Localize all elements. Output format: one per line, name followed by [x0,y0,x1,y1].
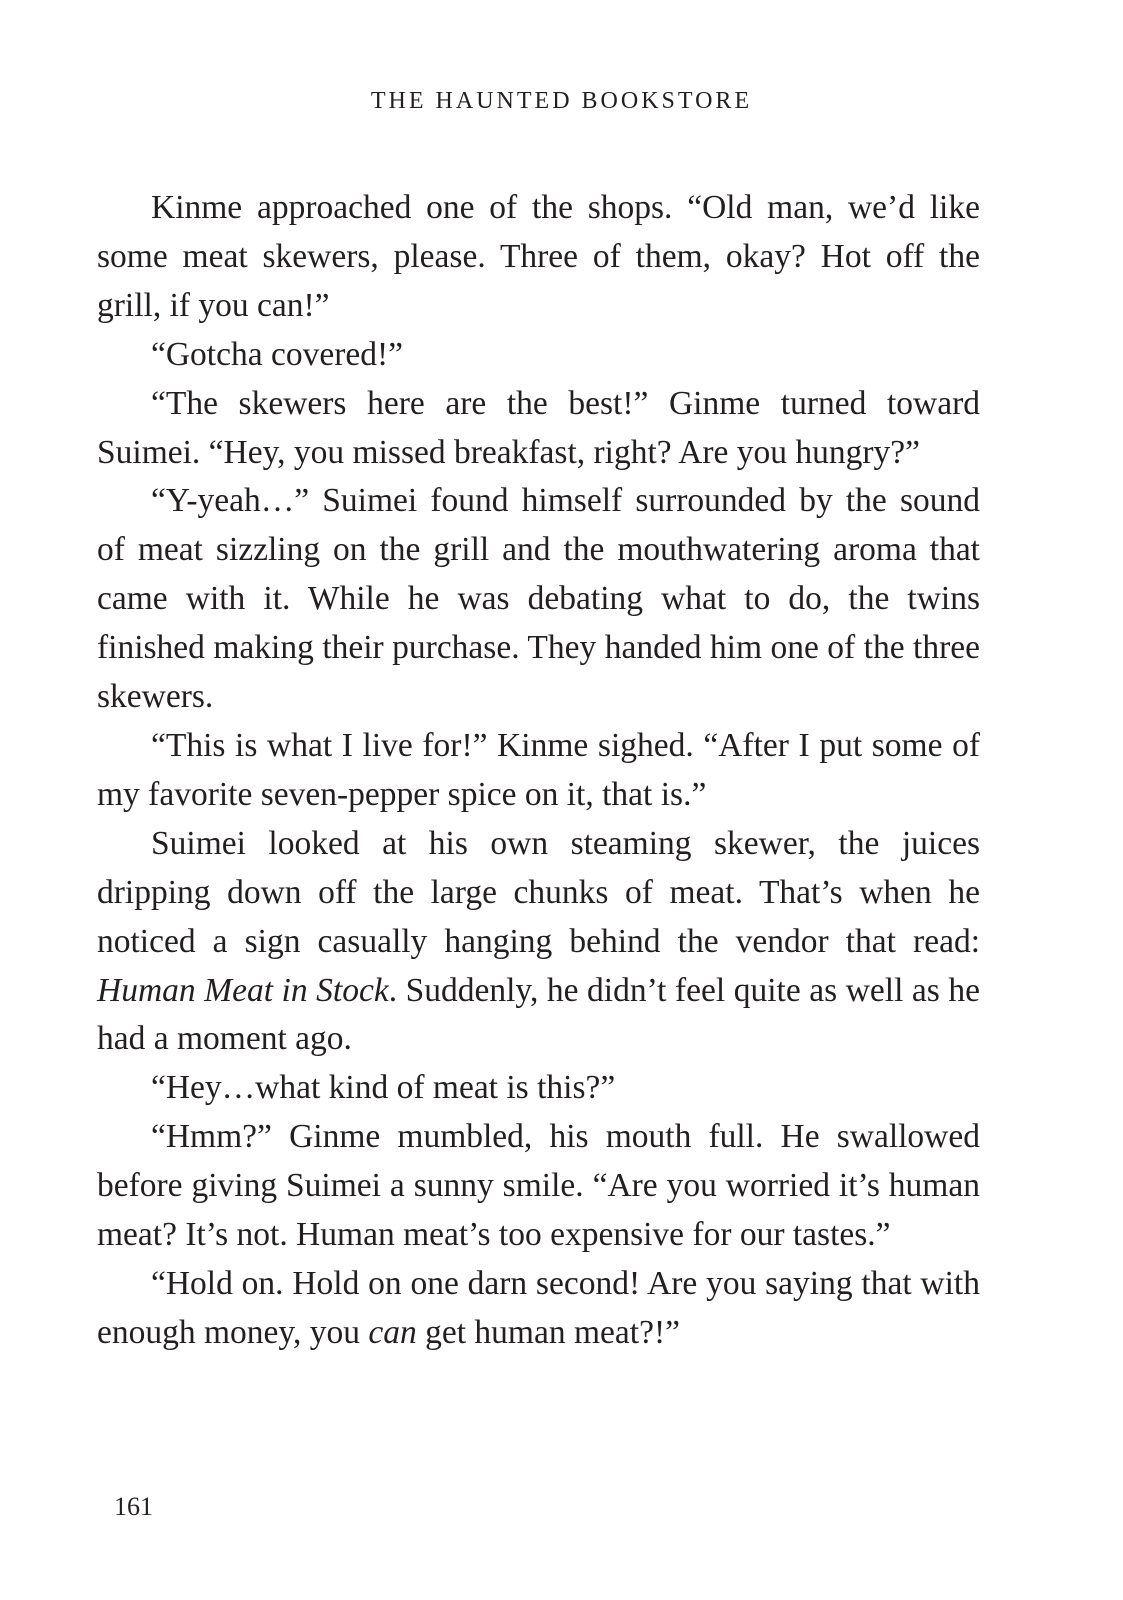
paragraph-text: “Gotcha covered!” [151,335,404,373]
paragraph-text: “This is what I live for!” Kinme sighed. “After I put some of my favorite seven-pepper spice on it, that is.” [97,726,980,813]
paragraph-text: “Hold on. Hold on one darn second! Are you saying that with enough money, you [97,1264,980,1351]
page-number: 161 [114,1492,153,1521]
paragraph-text: “Hmm?” Ginme mumbled, his mouth full. He swallowed before giving Suimei a sunny smile. “Are you worried it’s human meat? It’s not. Human meat’s too expensive for our tastes.” [97,1118,980,1254]
paragraph [97,722,980,820]
emphasis-italic: can [368,1313,417,1351]
running-head: THE HAUNTED BOOKSTORE [370,88,753,114]
paragraph [97,820,980,1065]
body-text [97,184,980,1358]
paragraph-text: get human meat?!” [416,1313,680,1351]
paragraph [97,1113,980,1260]
paragraph-text: “The skewers here are the best!” Ginme turned toward Suimei. “Hey, you missed breakfast, right? Are you hungry?” [97,384,980,471]
paragraph-text: . Suddenly, he didn’t feel quite as well as he had a moment ago. [97,971,980,1058]
paragraph-text: Suimei looked at his own steaming skewer, the juices dripping down off the large chunks of meat. That’s when he noticed a sign casually hanging behind the vendor that read: [97,824,980,960]
paragraph [97,477,980,722]
paragraph [97,184,980,331]
paragraph-text: Kinme approached one of the shops. “Old man, we’d like some meat skewers, please. Three of them, okay? Hot off the grill, if you can!” [97,189,980,324]
paragraph-text: “Y-yeah…” Suimei found himself surrounded by the sound of meat sizzling on the grill and the mouthwatering aroma that came with it. While he was debating what to do, the twins finished making their purchase. They handed him one of the three skewers. [97,482,980,716]
paragraph [97,380,980,478]
sign-text-italic: Human Meat in Stock [97,971,389,1009]
paragraph-text: “Hey…what kind of meat is this?” [151,1069,616,1107]
paragraph [97,1260,980,1358]
paragraph [97,1064,980,1113]
paragraph [97,331,980,380]
